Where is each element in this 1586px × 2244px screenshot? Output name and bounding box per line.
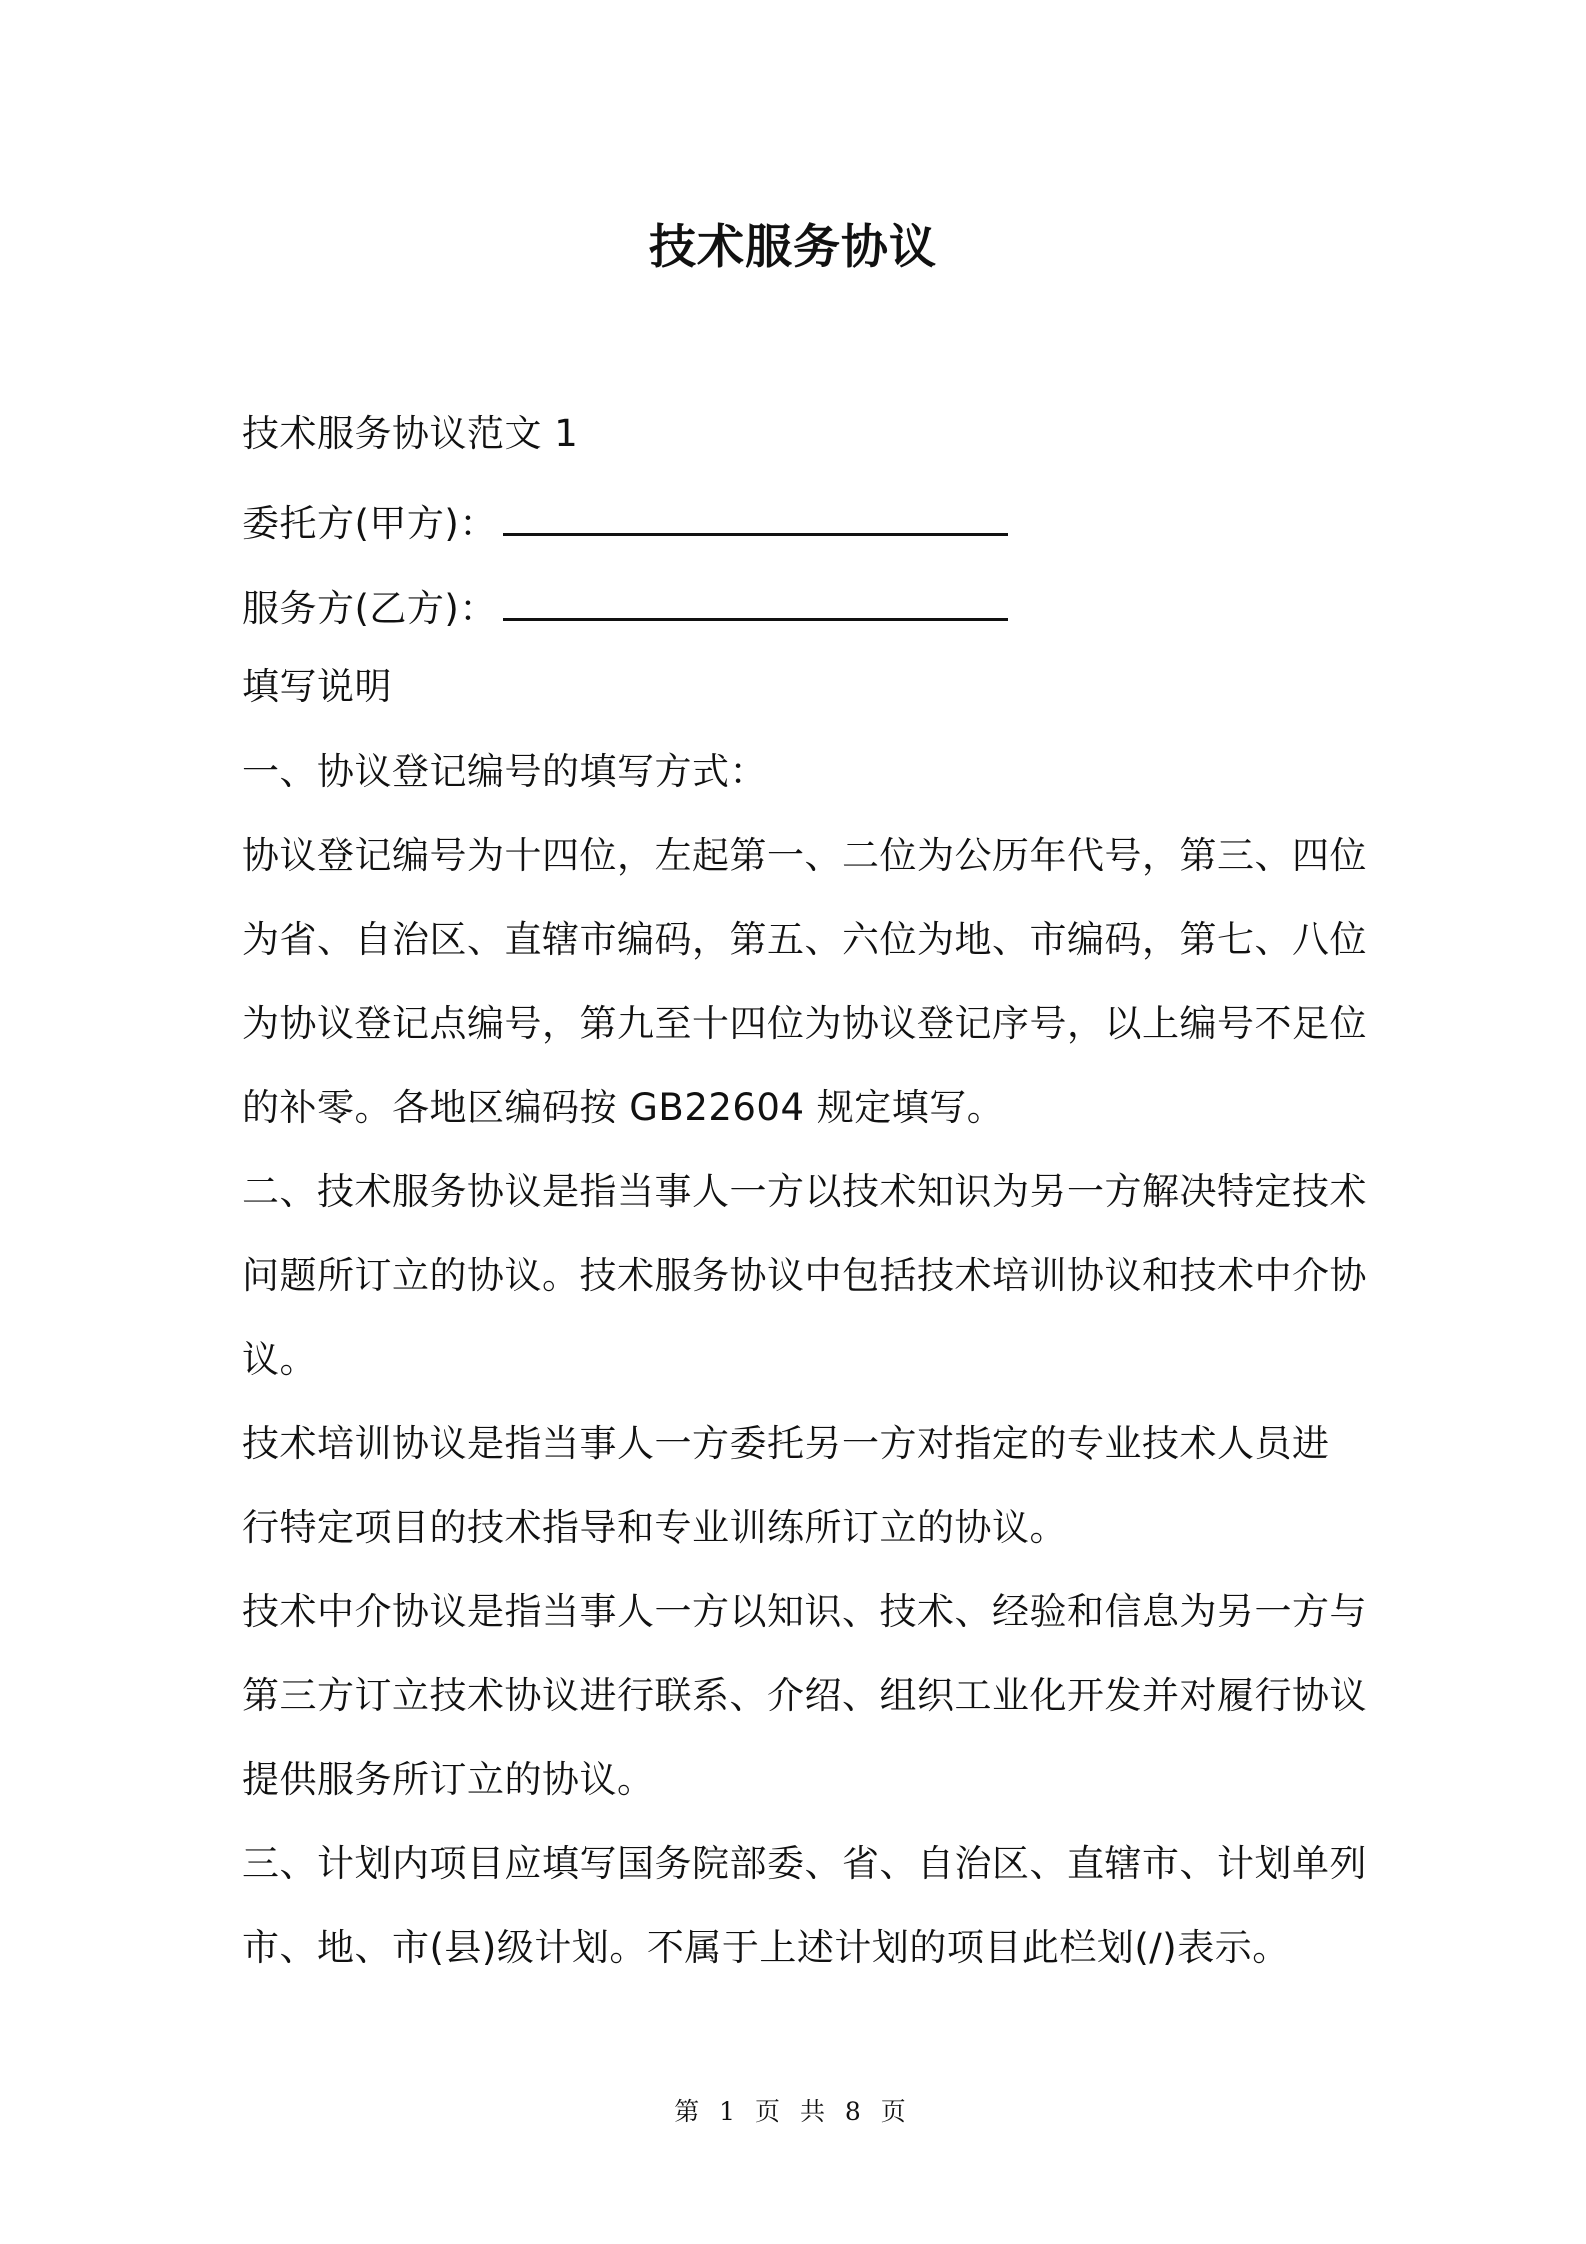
training-line: 技术培训协议是指当事人一方委托另一方对指定的专业技术人员进 (242, 1422, 1330, 1465)
section1-line: 为协议登记点编号，第九至十四位为协议登记序号，以上编号不足位 (242, 1002, 1367, 1045)
party-b-blank-field (503, 588, 1008, 621)
document-subtitle: 技术服务协议范文 1 (242, 412, 579, 455)
section1-line: 的补零。各地区编码按 GB22604 规定填写。 (242, 1086, 1005, 1129)
section2-line: 问题所订立的协议。技术服务协议中包括技术培训协议和技术中介协 (242, 1254, 1367, 1297)
section3-line: 市、地、市(县)级计划。不属于上述计划的项目此栏划(/)表示。 (242, 1926, 1290, 1969)
party-b-row (242, 585, 1008, 633)
section1-line: 协议登记编号为十四位，左起第一、二位为公历年代号，第三、四位 (242, 834, 1367, 877)
training-line: 行特定项目的技术指导和专业训练所订立的协议。 (242, 1506, 1067, 1549)
intermediary-line: 第三方订立技术协议进行联系、介绍、组织工业化开发并对履行协议 (242, 1674, 1367, 1717)
party-a-blank-field (503, 503, 1008, 536)
section1-line: 为省、自治区、直辖市编码，第五、六位为地、市编码，第七、八位 (242, 918, 1367, 961)
section1-heading: 一、协议登记编号的填写方式： (242, 750, 767, 793)
party-a-row (242, 500, 1008, 548)
instructions-heading: 填写说明 (242, 665, 392, 708)
party-a-label: 委托方(甲方)： (242, 502, 497, 545)
section2-line: 议。 (242, 1338, 317, 1381)
section2-line: 二、技术服务协议是指当事人一方以技术知识为另一方解决特定技术 (242, 1170, 1367, 1213)
page-number-footer: 第 1 页 共 8 页 (674, 2097, 912, 2126)
document-title: 技术服务协议 (649, 220, 937, 275)
party-b-label: 服务方(乙方)： (242, 587, 497, 630)
intermediary-line: 提供服务所订立的协议。 (242, 1758, 655, 1801)
intermediary-line: 技术中介协议是指当事人一方以知识、技术、经验和信息为另一方与 (242, 1590, 1367, 1633)
section3-line: 三、计划内项目应填写国务院部委、省、自治区、直辖市、计划单列 (242, 1842, 1367, 1885)
